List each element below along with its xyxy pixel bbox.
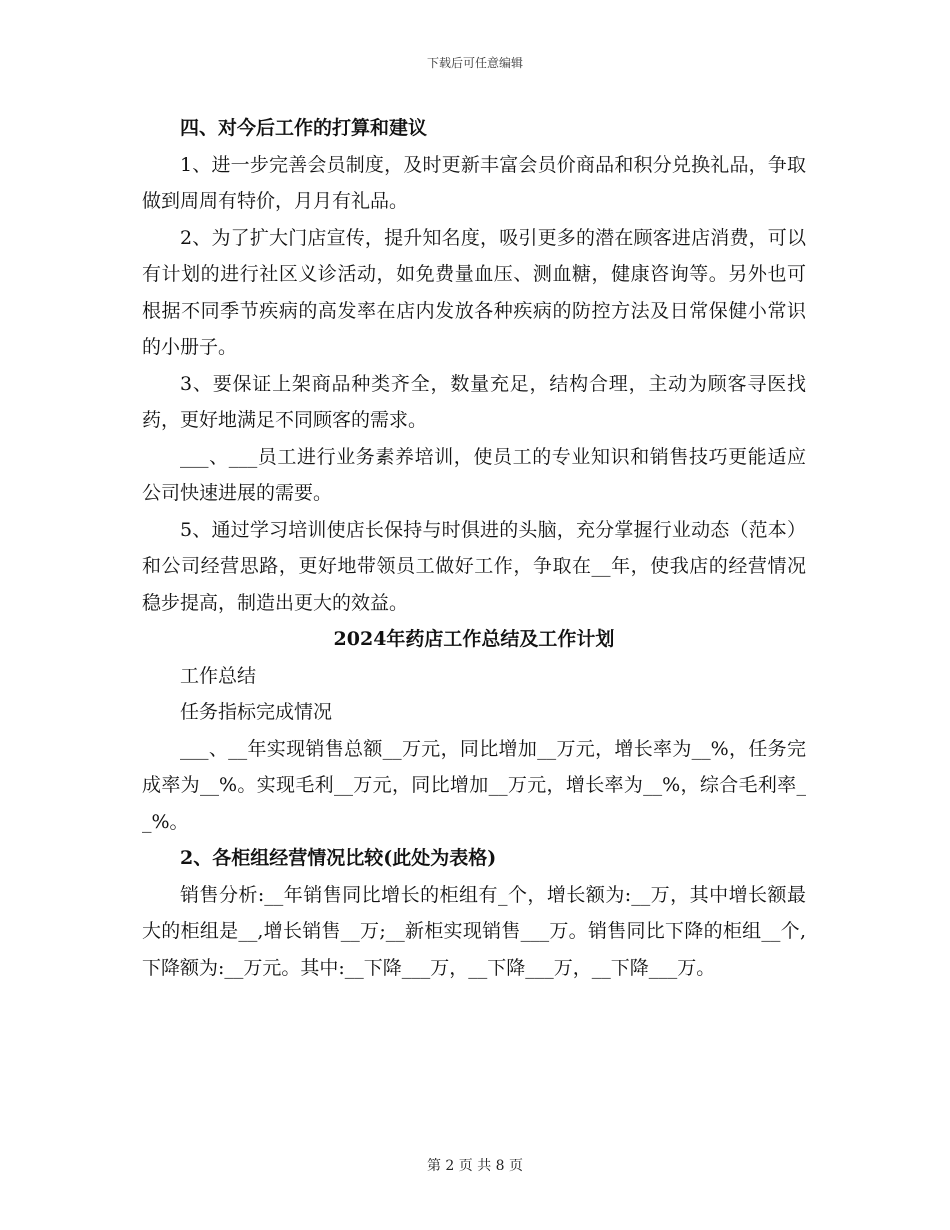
paragraph-item-1: 1、进一步完善会员制度，及时更新丰富会员价商品和积分兑换礼品，争取做到周周有特价，月月有礼品。 xyxy=(142,153,806,212)
paragraph-item-2: 2、为了扩大门店宣传，提升知名度，吸引更多的潜在顾客进店消费，可以有计划的进行社区义诊活动，如免费量血压、测血糖，健康咨询等。另外也可根据不同季节疾病的高发率在店内发放各种疾病的防控方法及日常保健小常识的小册子。 xyxy=(142,226,806,358)
section-heading-comparison: 2、各柜组经营情况比较(此处为表格) xyxy=(180,847,497,869)
document-body xyxy=(142,110,806,986)
paragraph-sales-analysis: 销售分析:__年销售同比增长的柜组有_个，增长额为:__万，其中增长额最大的柜组是__,增长销售__万;__新柜实现销售___万。销售同比下降的柜组__个,下降额为:__万元。其中:__下降___万，__下降___万，__下降___万。 xyxy=(142,883,806,979)
paragraph-task-results: ___、__年实现销售总额__万元，同比增加__万元，增长率为__%，任务完成率为__%。实现毛利__万元，同比增加__万元，增长率为__%，综合毛利率__%。 xyxy=(142,737,806,833)
paragraph-item-4: ___、___员工进行业务素养培训，使员工的专业知识和销售技巧更能适应公司快速进展的需要。 xyxy=(142,445,806,504)
task-label: 任务指标完成情况 xyxy=(180,701,333,723)
section-heading-plans: 四、对今后工作的打算和建议 xyxy=(180,117,428,139)
summary-label: 工作总结 xyxy=(180,664,257,687)
document-title: 2024年药店工作总结及工作计划 xyxy=(333,628,615,650)
paragraph-item-5: 5、通过学习培训使店长保持与时俱进的头脑，充分掌握行业动态（范本）和公司经营思路，更好地带领员工做好工作，争取在__年，使我店的经营情况稳步提高，制造出更大的效益。 xyxy=(142,518,806,614)
page-header: 下载后可任意编辑 xyxy=(426,56,523,70)
paragraph-item-3: 3、要保证上架商品种类齐全，数量充足，结构合理，主动为顾客寻医找药，更好地满足不同顾客的需求。 xyxy=(142,372,806,431)
page-number: 第 2 页 共 8 页 xyxy=(426,1158,524,1174)
